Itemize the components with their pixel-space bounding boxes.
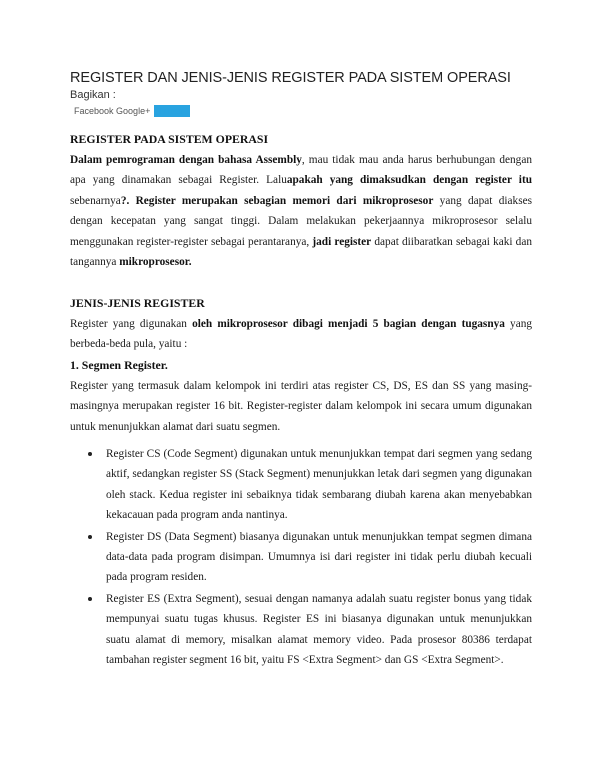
bullet-icon — [88, 452, 92, 456]
segmen-paragraph: Register yang termasuk dalam kelompok ini terdiri atas register CS, DS, ES dan SS yang masing-masingnya merupakan register 16 bit. Register-register dalam kelompok ini secara umum digunakan untuk menunjukkan alamat dari suatu segmen. — [70, 380, 532, 433]
list-item: Register ES (Extra Segment), sesuai dengan namanya adalah suatu register bonus yang tidak mempunyai suatu tugas khusus. Register ES ini biasanya digunakan untuk menunjukkan suatu alamat di memory, misalkan alamat memory video. Pada prosesor 80386 terdapat tambahan register segment 16 bit, yaitu FS <Extra Segment> dan GS <Extra Segment>. — [88, 589, 532, 671]
twitter-share-link[interactable]: Twitter — [154, 105, 190, 117]
list-item: Register CS (Code Segment) digunakan untuk menunjukkan tempat dari segmen yang sedang aktif, sedangkan register SS (Stack Segment) menunjukkan letak dari segmen yang digunakan oleh stack. Kedua register ini sebaiknya tidak sembarang diubah karena akan menyebabkan kekacauan pada program anda nantinya. — [88, 444, 532, 526]
section-heading-jenis: JENIS-JENIS REGISTER — [70, 296, 205, 310]
section-heading-register: REGISTER PADA SISTEM OPERASI — [70, 132, 269, 146]
list-item: Register DS (Data Segment) biasanya digunakan untuk menunjukkan tempat segmen dimana data-data pada program disimpan. Umumnya isi dari register ini tidak perlu diubah kecuali pada program residen. — [88, 527, 532, 588]
share-label: Bagikan : — [70, 89, 116, 101]
bullet-icon — [88, 535, 92, 539]
jenis-intro-paragraph: Register yang digunakan oleh mikroprosesor dibagi menjadi 5 bagian dengan tugasnya yang berbeda-beda pula, yaitu : — [70, 318, 533, 351]
intro-paragraph: Dalam pemrograman dengan bahasa Assembly, mau tidak mau anda harus berhubungan dengan apa yang dinamakan sebagai Register. Laluapakah yang dimaksudkan dengan register itu sebenarnya?. Register merupakan sebagian memori dari mikroprosesor yang dapat diakses dengan kecepatan yang sangat tinggi. Dalam melakukan pekerjaannya mikroprosesor selalu menggunakan register-register sebagai perantaranya, jadi register dapat diibaratkan sebagai kaki dan tangannya mikroprosesor. — [70, 154, 532, 269]
facebook-share-link[interactable]: Facebook — [74, 106, 114, 116]
subheading-segmen-register: 1. Segmen Register. — [70, 358, 168, 372]
googleplus-share-link[interactable]: Google+ — [116, 106, 151, 116]
bold-phrase: Dalam pemrograman dengan bahasa Assembly — [70, 154, 302, 166]
bullet-icon — [88, 597, 92, 601]
segment-register-list — [88, 444, 532, 671]
page-title: REGISTER DAN JENIS-JENIS REGISTER PADA SISTEM OPERASI — [70, 70, 511, 86]
share-links — [70, 105, 190, 117]
